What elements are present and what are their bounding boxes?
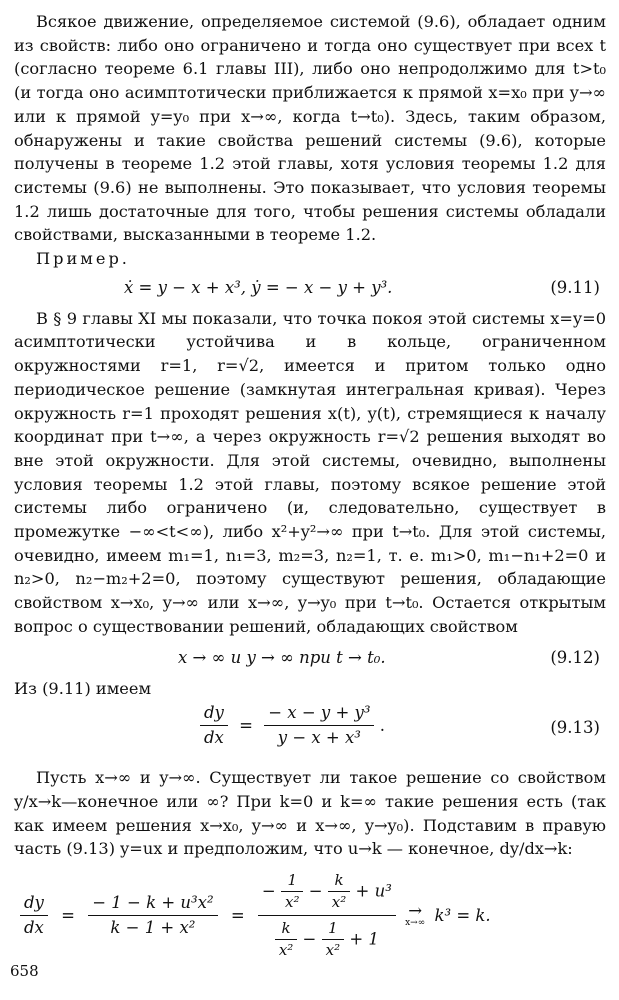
final-result: k³ = k. bbox=[434, 906, 491, 926]
paragraph-2: В § 9 главы XI мы показали, что точка покоя этой системы x=y=0 асимптотически устойчива и в кольце, ограниченном окружностями r=1, r=√2, имеется и притом только одно периодическое решение (замкнутая интегральная кривая). Через окружность r=1 проходят решения x(t), y(t), стремящиеся к началу координат при t→∞, а через окружность r=√2 решения выходят во вне этой окружности. Для этой системы, очевидно, выполнены условия теоремы 1.2 этой главы, поэтому всякое решение этой системы либо ограничено (и, следовательно, существует в промежутке −∞<t<∞), либо x²+y²→∞ при t→t₀. Для этой системы, очевидно, имеем m₁=1, n₁=3, m₂=3, n₂=1, т. е. m₁>0, m₁−n₁+2=0 и n₂>0, n₂−m₂+2=0, поэтому существуют решения, обладающие свойством x→x₀, y→∞ или x→∞, y→y₀ при t→t₀. Остается открытым вопрос о существовании решений, обладающих свойством bbox=[14, 308, 606, 636]
equation-9-12-expr: x → ∞ и y → ∞ при t → t₀. bbox=[178, 647, 386, 667]
final-middle-fraction: $\frac{\text{− 1 − k + u³x²}}{\text{k − 1 + x²}}$ bbox=[88, 892, 217, 939]
page-body bbox=[14, 10, 606, 969]
equation-9-11-expr: ẋ = y − x + x³, ẏ = − x − y + y³. bbox=[124, 277, 393, 297]
final-big-fraction: − $\frac{1}{\text{x²}}$ − $\frac{k}{\text{x²}}$ + u³ $\frac{k}{\text{x²}}$ − $\frac{1}{\text{x²}}$ + 1 bbox=[258, 871, 396, 960]
equation-9-11 bbox=[14, 273, 606, 303]
equation-9-13-number: (9.13) bbox=[550, 718, 600, 738]
example-heading: Пример. bbox=[36, 249, 130, 269]
final-lhs: $\frac{dy}{dx}$ bbox=[20, 892, 48, 939]
equation-9-13: $\frac{dy}{dx}$ = $\frac{\text{− x − y + y³}}{\text{y − x + x³}}$ . (9.13) bbox=[14, 700, 606, 760]
equation-9-12-number: (9.12) bbox=[550, 647, 600, 667]
final-equation: $\frac{dy}{dx}$ = $\frac{\text{− 1 − k + u³x²}}{\text{k − 1 + x²}}$ = − $\frac{1}{\text{x²}}$ − $\frac{k}{\text{x²}}$ + u³ $\frac{k}{\text{x²}}$ − $\frac{1}{\text{x²}}$ + 1 → x→∞ k³ = k. bbox=[14, 865, 606, 969]
equation-9-12 bbox=[14, 643, 606, 673]
equation-9-13-lhs: $\frac{dy}{dx}$ bbox=[200, 702, 228, 749]
paragraph-1: Всякое движение, определяемое системой (9.6), обладает одним из свойств: либо оно ограничено и тогда оно существует при всех t (согласно теореме 6.1 главы III), либо оно непродолжимо для t>t₀ (и тогда оно асимптотически приближается к прямой x=x₀ при y→∞ или к прямой y=y₀ при x→∞, когда t→t₀). Здесь, таким образом, обнаружены и такие свойства решений системы (9.6), которые получены в теореме 1.2 этой главы, хотя условия теоремы 1.2 для системы (9.6) не выполнены. Это показывает, что условия теоремы 1.2 лишь достаточные для того, чтобы решения системы обладали свойствами, высказанными в теореме 1.2. bbox=[14, 12, 606, 245]
paragraph-4: Пусть x→∞ и y→∞. Существует ли такое решение со свойством y/x→k—конечное или ∞? При k=0 и k=∞ такие решения есть (так как имеем решения x→x₀, y→∞ и x→∞, y→y₀). Подставим в правую часть (9.13) y=ux и предположим, что u→k — конечное, dy/dx→k: bbox=[14, 768, 606, 859]
equation-9-13-rhs: $\frac{\text{− x − y + y³}}{\text{y − x + x³}}$ bbox=[264, 702, 374, 749]
paragraph-3: Из (9.11) имеем bbox=[14, 678, 152, 698]
limit-arrow: → x→∞ bbox=[405, 900, 426, 928]
page-number: 658 bbox=[10, 962, 39, 980]
equation-9-11-number: (9.11) bbox=[550, 277, 600, 297]
